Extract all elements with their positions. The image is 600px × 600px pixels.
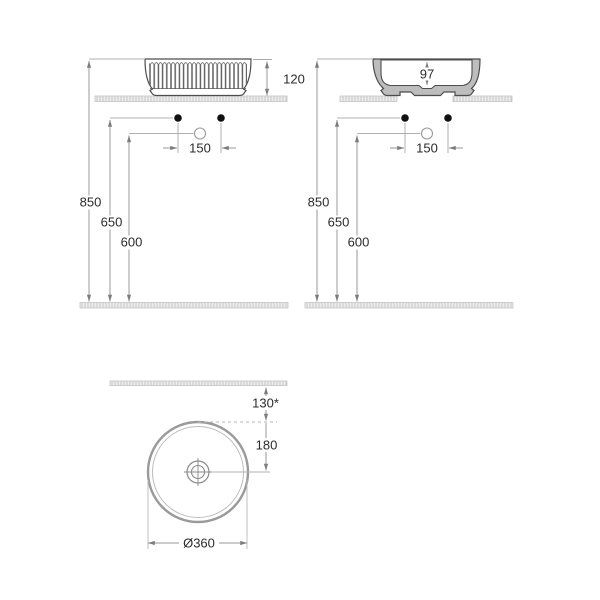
floor-band <box>80 303 288 309</box>
fixing-hole-dot <box>217 114 225 122</box>
dim-label-bowl-depth: 97 <box>419 66 435 82</box>
countertop-band <box>95 96 287 102</box>
basin-flutes <box>149 61 247 90</box>
dim-label-rim-to-center: 180 <box>255 437 278 453</box>
fixing-hole-dot <box>401 114 409 122</box>
floor-band <box>305 303 513 309</box>
dim-label-fixing-height: 650 <box>327 214 350 230</box>
countertop-band <box>453 96 512 102</box>
plan-view <box>110 381 287 551</box>
countertop-band <box>340 96 397 102</box>
dim-label-rim-height: 850 <box>307 194 330 210</box>
dim-label-diameter: Ø360 <box>183 535 215 551</box>
drain-outlet-circle <box>195 128 206 139</box>
dim-label-drain-height: 600 <box>120 234 143 250</box>
front-elevation-view <box>76 59 305 308</box>
dim-label-fixing-spacing: 150 <box>189 140 211 156</box>
dim-label-fixing-spacing: 150 <box>416 140 438 156</box>
dim-label-basin-height: 120 <box>283 71 305 87</box>
dim-label-wall-offset: 130* <box>252 395 279 411</box>
fixing-hole-dot <box>444 114 452 122</box>
wall-band <box>110 381 287 386</box>
drain-outlet-circle <box>422 128 433 139</box>
section-view <box>304 59 513 308</box>
dim-label-fixing-height: 650 <box>100 214 123 230</box>
dim-label-drain-height: 600 <box>347 234 370 250</box>
fixing-hole-dot <box>174 114 182 122</box>
dim-label-rim-height: 850 <box>79 194 102 210</box>
